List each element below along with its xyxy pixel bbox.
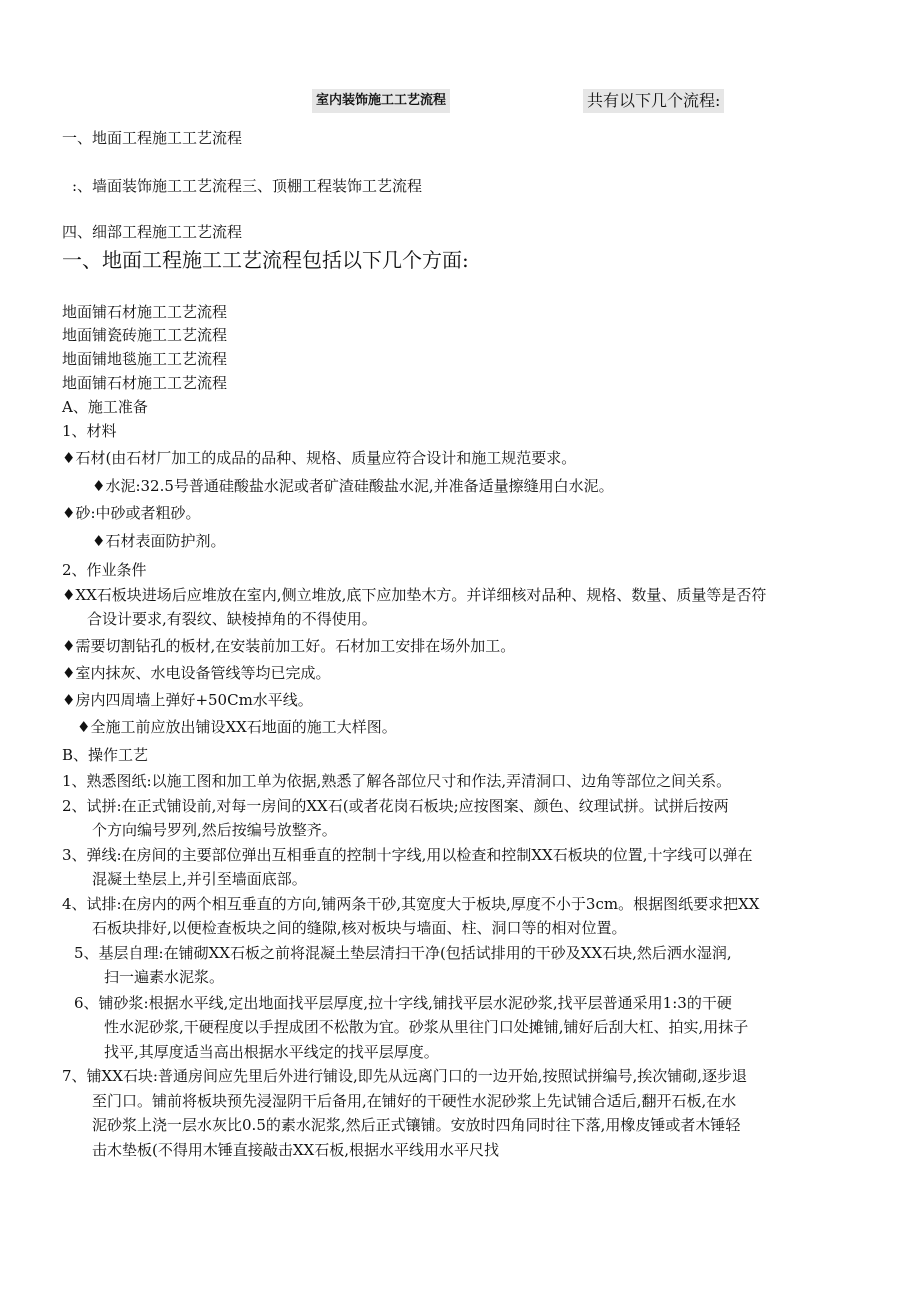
text-line: 地面铺地毯施工工艺流程: [62, 350, 228, 368]
text-line: 石板块排好,以便检查板块之间的缝隙,核对板块与墙面、柱、洞口等的相对位置。: [92, 919, 627, 937]
text-line: 5、基层自理:在铺砌XX石板之前将混凝土垫层清扫干净(包括试排用的干砂及XX石块,然后洒水湿润,: [74, 944, 732, 962]
text-line: ♦室内抹灰、水电设备管线等均已完成。: [62, 664, 331, 682]
text-line: ♦房内四周墙上弹好+50Cm水平线。: [62, 691, 313, 709]
text-line: 性水泥砂浆,干硬程度以手捏成团不松散为宜。砂浆从里往门口处摊铺,铺好后刮大杠、拍实,用抹子: [104, 1018, 749, 1036]
text-line: 扫一遍素水泥浆。: [104, 968, 225, 986]
text-line: :、墙面装饰施工工艺流程三、顶棚工程装饰工艺流程: [72, 177, 423, 195]
text-line: 混凝土垫层上,并引至墙面底部。: [92, 870, 307, 888]
text-line: 找平,其厚度适当高出根据水平线定的找平层厚度。: [104, 1043, 439, 1061]
text-line: ♦全施工前应放出铺设XX石地面的施工大样图。: [77, 718, 397, 736]
text-line: ♦需要切割钻孔的板材,在安装前加工好。石材加工安排在场外加工。: [62, 637, 516, 655]
text-line: 地面铺石材施工工艺流程: [62, 303, 228, 321]
text-line: 地面铺石材施工工艺流程: [62, 374, 228, 392]
text-line: 1、材料: [62, 422, 117, 440]
text-line: 泥砂浆上浇一层水灰比0.5的素水泥浆,然后正式镶铺。安放时四角同时往下落,用橡皮锤或者木锤轻: [92, 1116, 741, 1134]
text-line: 6、铺砂浆:根据水平线,定出地面找平层厚度,拉十字线,铺找平层水泥砂浆,找平层普通采用1:3的干硬: [74, 994, 732, 1012]
text-line: A、施工准备: [62, 398, 148, 416]
text-line: 1、熟悉图纸:以施工图和加工单为依据,熟悉了解各部位尺寸和作法,弄清洞口、边角等部位之间关系。: [62, 772, 732, 790]
text-line: 一、地面工程施工工艺流程: [62, 129, 243, 147]
text-line: 2、试拼:在正式铺设前,对每一房间的XX石(或者花岗石板块;应按图案、颜色、纹理试拼。试拼后按两: [62, 797, 729, 815]
text-line: 2、作业条件: [62, 561, 147, 579]
section-heading: 一、地面工程施工工艺流程包括以下几个方面:: [62, 248, 469, 272]
text-line: 击木垫板(不得用木锤直接敲击XX石板,根据水平线用水平尺找: [92, 1141, 499, 1159]
text-line: 个方向编号罗列,然后按编号放整齐。: [92, 821, 337, 839]
text-line: 至门口。铺前将板块预先浸湿阴干后备用,在铺好的干硬性水泥砂浆上先试铺合适后,翻开石板,在水: [92, 1092, 737, 1110]
text-line: 7、铺XX石块:普通房间应先里后外进行铺设,即先从远离门口的一边开始,按照试拼编号,挨次铺砌,逐步退: [62, 1067, 748, 1085]
document-title: 室内装饰施工工艺流程: [312, 89, 450, 113]
text-line: B、操作工艺: [62, 746, 149, 764]
text-line: 合设计要求,有裂纹、缺棱掉角的不得使用。: [87, 610, 377, 628]
text-line: ♦水泥:32.5号普通硅酸盐水泥或者矿渣硅酸盐水泥,并准备适量擦缝用白水泥。: [92, 477, 614, 495]
text-line: 四、细部工程施工工艺流程: [62, 223, 243, 241]
text-line: 地面铺瓷砖施工工艺流程: [62, 326, 228, 344]
text-line: 4、试排:在房内的两个相互垂直的方向,铺两条干砂,其宽度大于板块,厚度不小于3cm。根据图纸要求把XX: [62, 895, 760, 913]
text-line: ♦石材(由石材厂加工的成品的品种、规格、质量应符合设计和施工规范要求。: [62, 449, 577, 467]
document-subtitle: 共有以下几个流程:: [583, 89, 724, 113]
text-line: 3、弹线:在房间的主要部位弹出互相垂直的控制十字线,用以检查和控制XX石板块的位置,十字线可以弹在: [62, 846, 753, 864]
text-line: ♦石材表面防护剂。: [92, 532, 226, 550]
text-line: ♦XX石板块进场后应堆放在室内,侧立堆放,底下应加垫木方。并详细核对品种、规格、数量、质量等是否符: [62, 586, 767, 604]
text-line: ♦砂:中砂或者粗砂。: [62, 504, 201, 522]
